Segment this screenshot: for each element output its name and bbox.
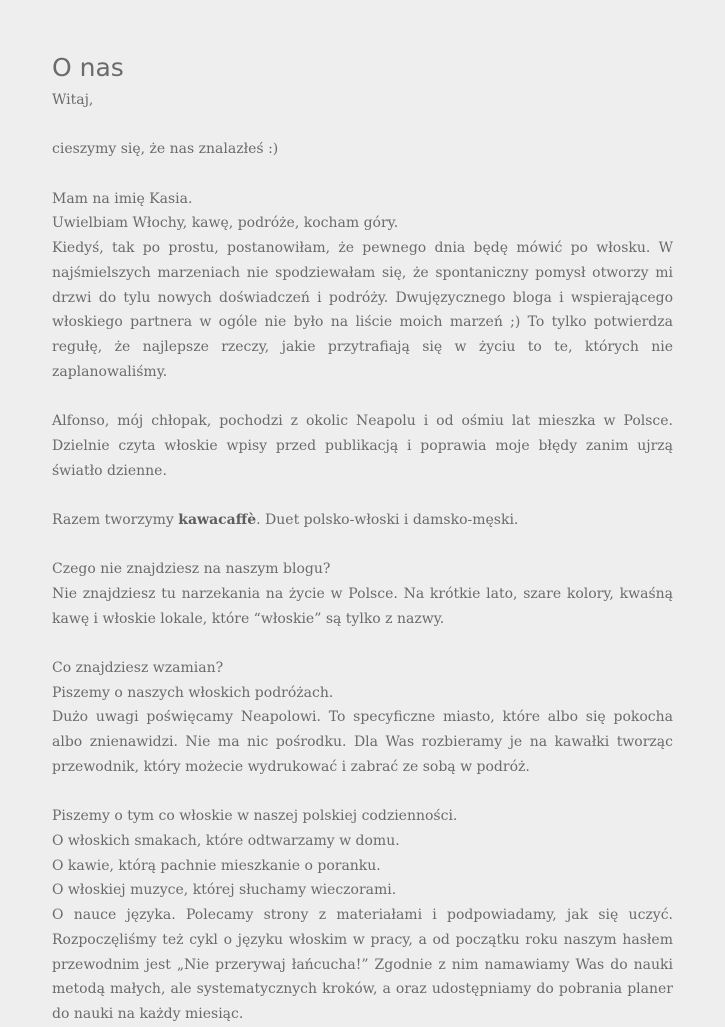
daily-music-text: O włoskiej muzyce, której słuchamy wieczorami. [52, 882, 397, 899]
page-title: O nas [52, 53, 124, 82]
spacer [52, 483, 673, 508]
daily-coffee-text: O kawie, którą pachnie mieszkanie o poranku. [52, 857, 381, 874]
intro-name-text: Mam na imię Kasia. [52, 190, 193, 207]
spacer [52, 384, 673, 409]
not-found-question: Czego nie znajdziesz na naszym blogu? [52, 561, 331, 578]
brand-name: kawacaffè [178, 511, 257, 528]
daily-tastes-text: O włoskich smakach, które odtwarzamy w domu. [52, 832, 400, 849]
not-found-answer: Nie znajdziesz tu narzekania na życie w Polsce. Na krótkie lato, szare kolory, kwaśną kawę i włoskie lokale, które “włoskie” są tylko z nazwy. [52, 585, 673, 627]
intro-likes-text: Uwielbiam Włochy, kawę, podróże, kocham góry. [52, 215, 399, 232]
together-prefix: Razem tworzymy [52, 511, 179, 528]
daily-language-paragraph: O nauce języka. Polecamy strony z materiałami i podpowiadamy, jak się uczyć. Rozpoczęliśmy też cykl o języku włoskim w pracy, a od początku roku naszym hasłem przewodnim jest „Nie przerywaj łańcucha!” Zgodnie z nim namawiamy Was do nauki metodą małych, ale systematycznych kroków, a oraz udostępniamy do pobrania planer do nauki na każdy miesiąc. [52, 907, 673, 1022]
found-trips-text: Piszemy o naszych włoskich podróżach. [52, 684, 334, 701]
spacer [52, 533, 673, 558]
found-naples-paragraph: Dużo uwagi poświęcamy Neapolowi. To specyficzne miasto, które albo się pokocha albo znienawidzi. Nie ma nic pośrodku. Dla Was rozbieramy je na kawałki tworząc przewodnik, który możecie wydrukować i zabrać ze sobą w podróż. [52, 709, 673, 775]
together-suffix: . Duet polsko-włoski i damsko-męski. [256, 511, 519, 528]
found-question: Co znajdziesz wzamian? [52, 660, 224, 677]
greeting-text: Witaj, [52, 92, 94, 108]
alfonso-paragraph: Alfonso, mój chłopak, pochodzi z okolic Neapolu i od ośmiu lat mieszka w Polsce. Dzielnie czyta włoskie wpisy przed publikacją i poprawia moje błędy zanim ujrzą światło dzienne. [52, 413, 673, 479]
spacer [52, 162, 673, 187]
about-page [52, 52, 673, 1027]
welcome-text: cieszymy się, że nas znalazłeś :) [52, 141, 279, 158]
daily-intro-text: Piszemy o tym co włoskie w naszej polskiej codzienności. [52, 808, 458, 825]
together-paragraph [52, 508, 673, 533]
spacer [52, 113, 673, 138]
spacer [52, 631, 673, 656]
intro-story-paragraph: Kiedyś, tak po prostu, postanowiłam, że pewnego dnia będę mówić po włosku. W najśmielszych marzeniach nie spodziewałam się, że spontaniczny pomysł otworzy mi drzwi do tylu nowych doświadczeń i podróży. Dwujęzycznego bloga i wspierającego włoskiego partnera w ogóle nie było na liście moich marzeń ;) To tylko potwierdza regułę, że najlepsze rzeczy, jakie przytrafiają się w życiu to te, których nie zaplanowaliśmy. [52, 240, 673, 380]
spacer [52, 780, 673, 805]
